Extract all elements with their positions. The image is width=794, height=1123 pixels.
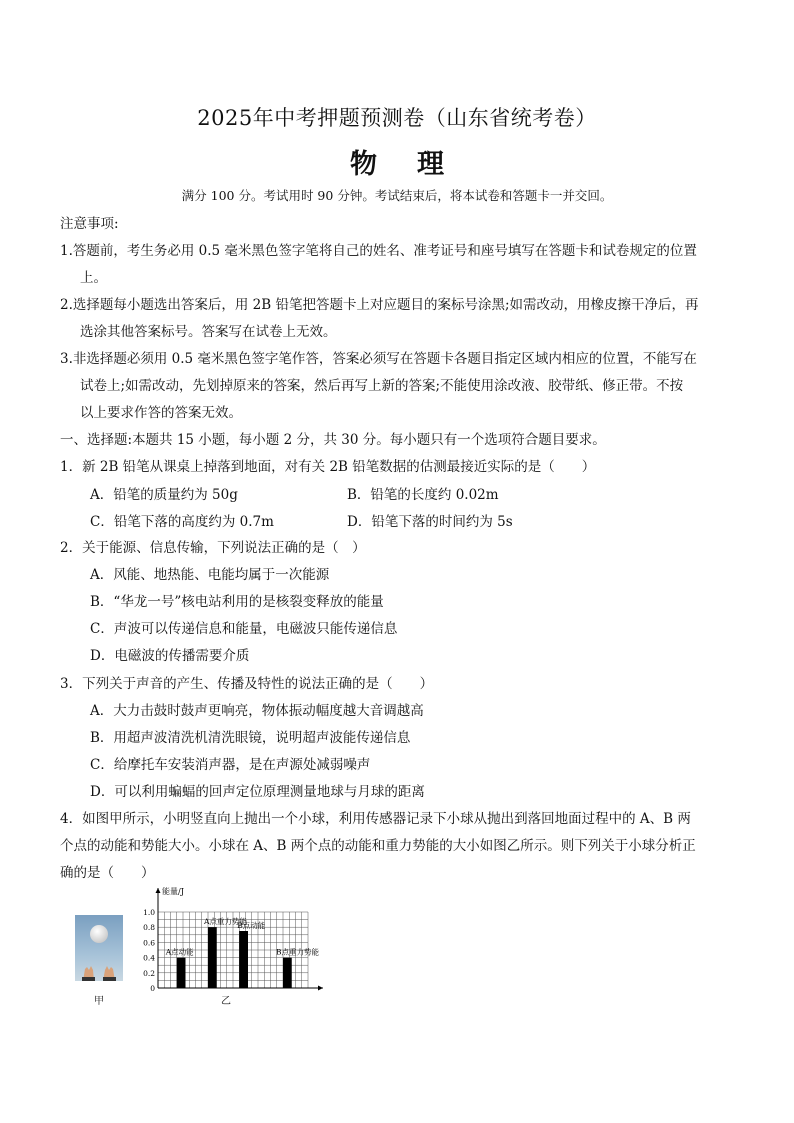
q1-option-c: C．铅笔下落的高度约为 0.7m [90,514,274,530]
q3-option-c: C．给摩托车安装消声器，是在声源处减弱噪声 [90,757,371,773]
q3-option-a: A．大力击鼓时鼓声更响亮，物体振动幅度越大音调越高 [90,703,424,719]
bar-1 [177,958,186,988]
ball-throw-photo [75,915,123,981]
note-line-1: 1.答题前，考生务必用 0.5 毫米黑色签字笔将自己的姓名、准考证号和座号填写在答题卡和试卷规定的位置 [60,243,697,259]
q2-option-b: B．“华龙一号”核电站利用的是核裂变释放的能量 [90,594,384,610]
q2-stem: 2．关于能源、信息传输，下列说法正确的是（ ） [60,540,366,556]
exam-title: 2025年中考押题预测卷（山东省统考卷） [197,106,597,130]
note-line-5: 3.非选择题必须用 0.5 毫米黑色签字笔作答，答案必须写在答题卡各题目指定区域内相应的位置，不能写在 [60,351,697,367]
section1-heading: 一、选择题:本题共 15 小题，每小题 2 分，共 30 分。每小题只有一个选项符合题目要求。 [60,432,606,448]
y-tick-label: 1.0 [143,908,155,917]
q3-option-d: D．可以利用蝙蝠的回声定位原理测量地球与月球的距离 [90,784,425,800]
bar-label-2: A点重力势能 [204,917,247,927]
y-tick-label: 0.2 [143,968,155,978]
y-axis-arrow [156,888,161,893]
y-tick-label: 0.4 [143,953,155,963]
q4-line-1: 4．如图甲所示，小明竖直向上抛出一个小球，利用传感器记录下小球从抛出到落回地面过程中的 A、B 两 [60,811,691,827]
bar-3 [239,931,248,988]
hands-icon [79,963,119,981]
bar-label-3: B点动能 [237,921,266,930]
q4-line-3: 确的是（ ） [60,865,155,881]
q2-option-c: C．声波可以传递信息和能量，电磁波只能传递信息 [90,621,398,637]
bar-2 [208,927,217,988]
bar-label-4: B点重力势能 [276,947,320,957]
note-line-6: 试卷上;如需改动，先划掉原来的答案，然后再写上新的答案;不能使用涂改液、胶带纸、修正带。不按 [80,378,684,394]
y-tick-label: 0.8 [143,923,155,933]
q2-option-d: D．电磁波的传播需要介质 [90,648,250,664]
q3-option-b: B．用超声波清洗机清洗眼镜，说明超声波能传递信息 [90,730,411,746]
exam-intro: 满分 100 分。考试用时 90 分钟。考试结束后，将本试卷和答题卡一并交回。 [181,188,613,203]
q1-option-a: A．铅笔的质量约为 50g [90,487,238,503]
y-tick-label: 0 [150,984,155,993]
subject-title: 物理 [350,149,484,180]
ball-icon [90,925,108,943]
q1-option-b: B．铅笔的长度约 0.02m [347,487,499,503]
x-axis-arrow [318,986,323,991]
notes-heading: 注意事项: [60,216,119,232]
q4-line-2: 个点的动能和势能大小。小球在 A、B 两个点的动能和重力势能的大小如图乙所示。则下列关于小球分析正 [60,838,696,854]
y-tick-label: 0.6 [143,938,155,948]
y-axis-label: 能量/J [162,887,184,896]
q2-option-a: A．风能、地热能、电能均属于一次能源 [90,567,330,583]
chart-caption: 乙 [221,996,231,1007]
q1-option-d: D．铅笔下落的时间约为 5s [347,514,513,530]
energy-bar-chart [130,882,330,994]
note-line-3: 2.选择题每小题选出答案后，用 2B 铅笔把答题卡上对应题目的案标号涂黑;如需改动，用橡皮擦干净后，再 [60,297,699,313]
q1-stem: 1．新 2B 铅笔从课桌上掉落到地面，对有关 2B 铅笔数据的估测最接近实际的是（ ） [60,459,596,475]
photo-caption: 甲 [94,996,104,1007]
note-line-2: 上。 [80,270,107,286]
bar-label-1: A点动能 [165,947,194,957]
q3-stem: 3．下列关于声音的产生、传播及特性的说法正确的是（ ） [60,676,434,692]
note-line-7: 以上要求作答的答案无效。 [80,405,242,421]
note-line-4: 选涂其他答案标号。答案写在试卷上无效。 [80,324,337,340]
bar-4 [283,958,292,988]
